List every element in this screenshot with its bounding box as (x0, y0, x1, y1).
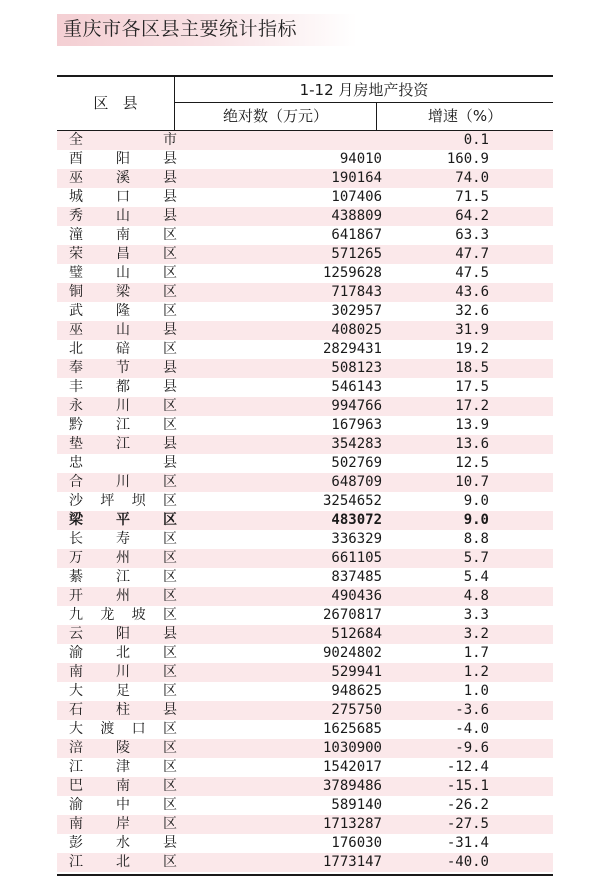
growth-rate: 160.9 (446, 151, 489, 167)
absolute-value: 490436 (331, 588, 382, 604)
growth-rate: 74.0 (455, 170, 489, 186)
growth-rate: 19.2 (455, 341, 489, 357)
growth-rate: 31.9 (455, 322, 489, 338)
district-name: 巴 南 区 (69, 778, 177, 794)
district-name: 涪 陵 区 (69, 740, 177, 756)
district-name: 巫 山 县 (69, 322, 177, 338)
table-row (57, 796, 553, 815)
absolute-value: 1542017 (322, 759, 382, 775)
absolute-value: 571265 (331, 246, 382, 262)
growth-rate: 0.1 (463, 132, 489, 148)
growth-rate: 1.7 (463, 645, 489, 661)
absolute-value: 546143 (331, 379, 382, 395)
table-row (57, 720, 553, 739)
growth-rate: 71.5 (455, 189, 489, 205)
district-name: 酉 阳 县 (69, 151, 177, 167)
growth-rate: 1.2 (463, 664, 489, 680)
growth-rate: 8.8 (463, 531, 489, 547)
table-row (57, 359, 553, 378)
absolute-value: 502769 (331, 455, 382, 471)
absolute-value: 2829431 (322, 341, 382, 357)
growth-rate: 9.0 (463, 512, 489, 528)
growth-rate: 47.5 (455, 265, 489, 281)
district-name: 渝 中 区 (69, 797, 177, 813)
header-growth: 增速（%） (427, 107, 503, 125)
growth-rate: -4.0 (455, 721, 489, 737)
growth-rate: -40.0 (446, 854, 489, 870)
table-row (57, 302, 553, 321)
absolute-value: 512684 (331, 626, 382, 642)
table-row (57, 815, 553, 834)
table-row (57, 283, 553, 302)
growth-rate: 32.6 (455, 303, 489, 319)
absolute-value: 275750 (331, 702, 382, 718)
table-row (57, 853, 553, 872)
growth-rate: -31.4 (446, 835, 489, 851)
district-name: 江 北 区 (69, 854, 177, 870)
district-name: 九 龙 坡 区 (69, 607, 177, 623)
growth-rate: 5.7 (463, 550, 489, 566)
table-row (57, 739, 553, 758)
absolute-value: 483072 (331, 512, 382, 528)
district-name: 潼 南 区 (69, 227, 177, 243)
absolute-value: 9024802 (322, 645, 382, 661)
district-name: 云 阳 县 (69, 626, 177, 642)
district-name: 大 足 区 (69, 683, 177, 699)
table-row (57, 834, 553, 853)
table-row (57, 587, 553, 606)
growth-rate: 3.2 (463, 626, 489, 642)
absolute-value: 837485 (331, 569, 382, 585)
table-row (57, 511, 553, 530)
absolute-value: 336329 (331, 531, 382, 547)
growth-rate: -15.1 (446, 778, 489, 794)
table-row (57, 663, 553, 682)
table-row (57, 454, 553, 473)
district-name: 全 市 (69, 132, 177, 148)
district-name: 秀 山 县 (69, 208, 177, 224)
table-row (57, 226, 553, 245)
growth-rate: 10.7 (455, 474, 489, 490)
table-row (57, 606, 553, 625)
district-name: 城 口 县 (69, 189, 177, 205)
district-name: 綦 江 区 (69, 569, 177, 585)
growth-rate: 64.2 (455, 208, 489, 224)
table-row (57, 264, 553, 283)
table-body (57, 131, 553, 872)
absolute-value: 994766 (331, 398, 382, 414)
table-row (57, 758, 553, 777)
district-name: 石 柱 县 (69, 702, 177, 718)
district-name: 丰 都 县 (69, 379, 177, 395)
absolute-value: 354283 (331, 436, 382, 452)
district-name: 璧 山 区 (69, 265, 177, 281)
district-name: 万 州 区 (69, 550, 177, 566)
table-top-rule (57, 75, 553, 77)
header-district: 区 县 (93, 94, 138, 112)
absolute-value: 1259628 (322, 265, 382, 281)
district-name: 巫 溪 县 (69, 170, 177, 186)
district-name: 忠 县 (69, 455, 177, 471)
table-row (57, 644, 553, 663)
table-row (57, 207, 553, 226)
growth-rate: -27.5 (446, 816, 489, 832)
growth-rate: 12.5 (455, 455, 489, 471)
table-row (57, 131, 553, 150)
absolute-value: 94010 (339, 151, 382, 167)
header-absolute: 绝对数（万元） (222, 107, 328, 125)
absolute-value: 438809 (331, 208, 382, 224)
growth-rate: 3.3 (463, 607, 489, 623)
district-name: 渝 北 区 (69, 645, 177, 661)
absolute-value: 3789486 (322, 778, 382, 794)
table-row (57, 549, 553, 568)
growth-rate: 13.9 (455, 417, 489, 433)
growth-rate: 17.5 (455, 379, 489, 395)
district-name: 武 隆 区 (69, 303, 177, 319)
absolute-value: 302957 (331, 303, 382, 319)
table-row (57, 625, 553, 644)
absolute-value: 661105 (331, 550, 382, 566)
absolute-value: 589140 (331, 797, 382, 813)
district-name: 荣 昌 区 (69, 246, 177, 262)
table-row (57, 169, 553, 188)
district-name: 沙 坪 坝 区 (69, 493, 177, 509)
absolute-value: 107406 (331, 189, 382, 205)
growth-rate: 43.6 (455, 284, 489, 300)
district-name: 大 渡 口 区 (69, 721, 177, 737)
page-title: 重庆市各区县主要统计指标 (63, 18, 298, 40)
district-name: 垫 江 县 (69, 436, 177, 452)
table-row (57, 777, 553, 796)
absolute-value: 641867 (331, 227, 382, 243)
absolute-value: 648709 (331, 474, 382, 490)
district-name: 黔 江 区 (69, 417, 177, 433)
table-row (57, 340, 553, 359)
absolute-value: 1713287 (322, 816, 382, 832)
district-name: 铜 梁 区 (69, 284, 177, 300)
table-row (57, 682, 553, 701)
table-row (57, 435, 553, 454)
growth-rate: -26.2 (446, 797, 489, 813)
absolute-value: 1625685 (322, 721, 382, 737)
absolute-value: 1030900 (322, 740, 382, 756)
growth-rate: -12.4 (446, 759, 489, 775)
absolute-value: 1773147 (322, 854, 382, 870)
absolute-value: 408025 (331, 322, 382, 338)
growth-rate: -9.6 (455, 740, 489, 756)
header-investment-group: 1-12 月房地产投资 (299, 81, 429, 99)
absolute-value: 167963 (331, 417, 382, 433)
table-row (57, 492, 553, 511)
growth-rate: 63.3 (455, 227, 489, 243)
district-name: 南 岸 区 (69, 816, 177, 832)
absolute-value: 529941 (331, 664, 382, 680)
table-row (57, 150, 553, 169)
table-row (57, 473, 553, 492)
table-row (57, 378, 553, 397)
district-name: 长 寿 区 (69, 531, 177, 547)
absolute-value: 3254652 (322, 493, 382, 509)
absolute-value: 508123 (331, 360, 382, 376)
district-name: 合 川 区 (69, 474, 177, 490)
growth-rate: 18.5 (455, 360, 489, 376)
growth-rate: 13.6 (455, 436, 489, 452)
absolute-value: 948625 (331, 683, 382, 699)
district-name: 彭 水 县 (69, 835, 177, 851)
growth-rate: 5.4 (463, 569, 489, 585)
district-name: 江 津 区 (69, 759, 177, 775)
district-name: 北 碚 区 (69, 341, 177, 357)
table-row (57, 416, 553, 435)
header-group-underline (175, 102, 553, 103)
table-row (57, 701, 553, 720)
district-name: 梁 平 区 (69, 512, 177, 528)
district-name: 开 州 区 (69, 588, 177, 604)
absolute-value: 2670817 (322, 607, 382, 623)
growth-rate: 1.0 (463, 683, 489, 699)
absolute-value: 190164 (331, 170, 382, 186)
district-name: 奉 节 县 (69, 360, 177, 376)
district-name: 南 川 区 (69, 664, 177, 680)
growth-rate: -3.6 (455, 702, 489, 718)
table-row (57, 568, 553, 587)
growth-rate: 4.8 (463, 588, 489, 604)
growth-rate: 47.7 (455, 246, 489, 262)
absolute-value: 717843 (331, 284, 382, 300)
table-row (57, 321, 553, 340)
table-row (57, 188, 553, 207)
table-row (57, 245, 553, 264)
table-row (57, 397, 553, 416)
district-name: 永 川 区 (69, 398, 177, 414)
growth-rate: 17.2 (455, 398, 489, 414)
absolute-value: 176030 (331, 835, 382, 851)
table-bottom-rule (57, 874, 553, 876)
growth-rate: 9.0 (463, 493, 489, 509)
table-row (57, 530, 553, 549)
